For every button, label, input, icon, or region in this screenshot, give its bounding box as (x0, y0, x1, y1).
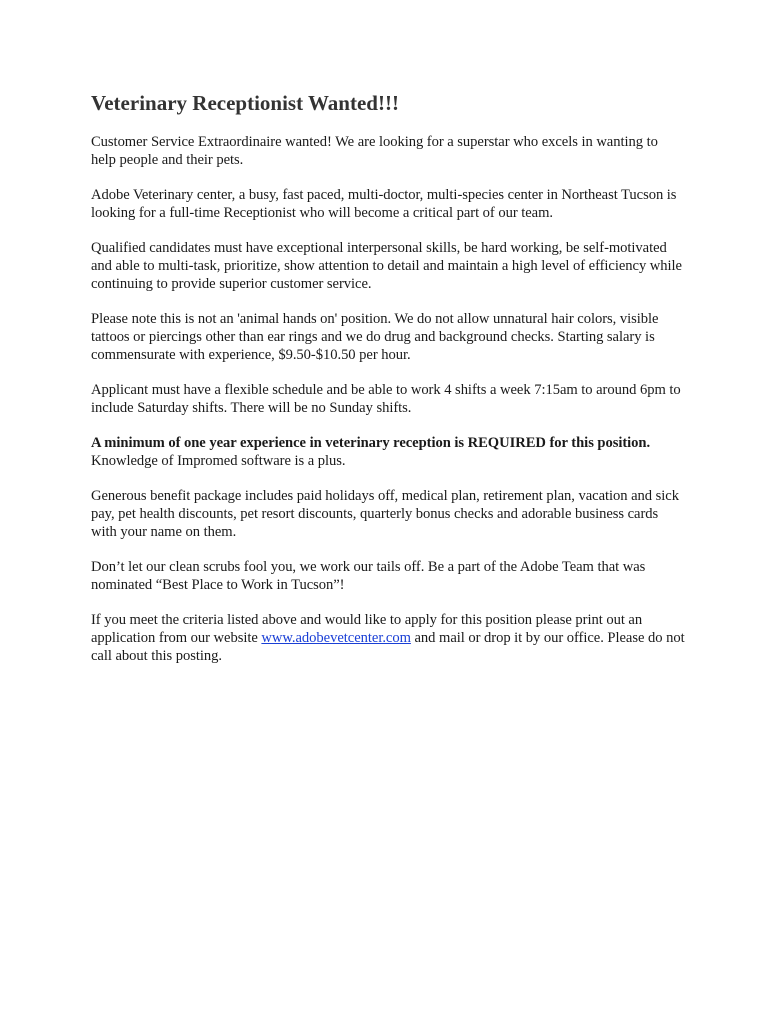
requirement-bold-text: A minimum of one year experience in veterinary reception is REQUIRED for this position. (91, 435, 651, 451)
apply-text-before: If you meet the criteria listed above and would like to apply for this position please print out an application from our website (91, 612, 643, 646)
paragraph-apply (91, 611, 685, 665)
paragraph-qualifications: Qualified candidates must have exceptional interpersonal skills, be hard working, be self-motivated and able to multi-task, prioritize, show attention to detail and maintain a high level of efficiency while continuing to provide superior customer service. (91, 240, 682, 292)
page-title: Veterinary Receptionist Wanted!!! (91, 91, 399, 115)
paragraph-benefits: Generous benefit package includes paid holidays off, medical plan, retirement plan, vacation and sick pay, pet health discounts, pet resort discounts, quarterly bonus checks and adorable business cards with your name on them. (91, 488, 679, 540)
website-link[interactable]: www.adobevetcenter.com (261, 630, 411, 646)
requirement-plus-text: Knowledge of Impromed software is a plus. (91, 453, 346, 469)
paragraph-team: Don’t let our clean scrubs fool you, we work our tails off. Be a part of the Adobe Team that was nominated “Best Place to Work in Tucson”! (91, 559, 646, 593)
document-page (91, 90, 685, 682)
paragraph-company: Adobe Veterinary center, a busy, fast paced, multi-doctor, multi-species center in Northeast Tucson is looking for a full-time Receptionist who will become a critical part of our team. (91, 187, 677, 221)
paragraph-schedule: Applicant must have a flexible schedule and be able to work 4 shifts a week 7:15am to around 6pm to include Saturday shifts. There will be no Sunday shifts. (91, 382, 681, 416)
paragraph-requirement (91, 434, 685, 470)
apply-text-after: and mail or drop it by our office. Please do not call about this posting. (91, 630, 685, 664)
paragraph-intro: Customer Service Extraordinaire wanted! We are looking for a superstar who excels in wanting to help people and their pets. (91, 134, 658, 168)
paragraph-policies: Please note this is not an 'animal hands on' position. We do not allow unnatural hair colors, visible tattoos or piercings other than ear rings and we do drug and background checks. Starting salary is commensurate with experience, $9.50-$10.50 per hour. (91, 311, 659, 363)
